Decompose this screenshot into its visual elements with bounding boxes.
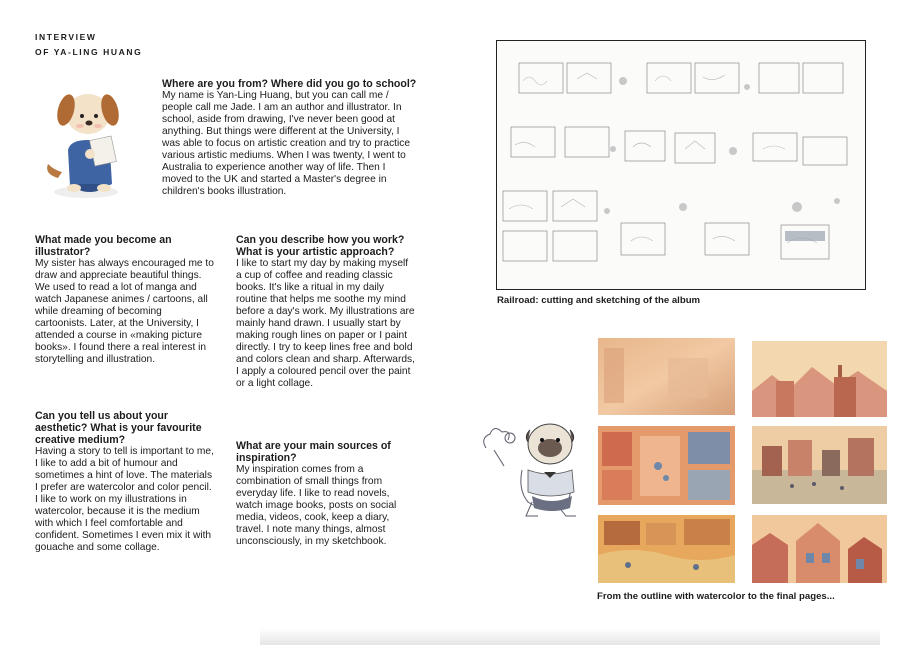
question-aesthetic: Can you tell us about your aesthetic? What is your favourite creative medium? — [35, 410, 202, 446]
answer-inspiration: My inspiration comes from a combination of small things from everyday life. I like to read novels, watch image books, posts on social media, videos, cook, keep a diary, travel. I note many things, almost unconsciously, in my sketchbook. — [236, 464, 397, 547]
watercolor-rough-1 — [598, 338, 735, 415]
kicker-line-2: OF YA-LING HUANG — [35, 47, 143, 57]
dog-illustration — [40, 80, 140, 200]
question-becoming-illustrator: What made you become an illustrator? — [35, 234, 172, 258]
question-inspiration: What are your main sources of inspiration? — [236, 440, 391, 464]
watercolor-rough-3 — [598, 515, 735, 583]
storyboard-sketches — [497, 41, 865, 289]
watercolor-rough-2 — [598, 426, 735, 505]
watercolor-final-2 — [752, 426, 887, 504]
page-bottom-shadow — [260, 628, 880, 645]
pug-illustration — [470, 410, 598, 520]
qa-section-aesthetic — [35, 410, 217, 554]
qa-section-inspiration — [236, 440, 416, 548]
question-origin: Where are you from? Where did you go to school? — [162, 78, 417, 90]
qa-section-origin — [162, 78, 418, 198]
watercolor-final-3 — [752, 515, 887, 583]
answer-becoming-illustrator: My sister has always encouraged me to draw and appreciate beautiful things. We used to read a lot of manga and watch Japanese animes / cartoons, all while dreaming of becoming cartoonists. Later, at the University, I attended a course in «making picture books». I found there a real interest in storytelling and illustration. — [35, 258, 214, 365]
caption-watercolor-pages: From the outline with watercolor to the final pages... — [597, 591, 835, 602]
answer-origin: My name is Yan-Ling Huang, but you can call me / people call me Jade. I am an author and illustrator. In school, aside from drawing, I've never been good at anything. But things were different at the University, I was able to focus on artistic creation and try to practice various artistic mediums. When I was twenty, I went to Australia to experience another way of life. Then I moved to the UK and started a Master's degree in children's books illustration. — [162, 90, 411, 197]
question-work-approach: Can you describe how you work? What is your artistic approach? — [236, 234, 405, 258]
article-kicker — [35, 30, 142, 60]
answer-aesthetic: Having a story to tell is important to me, I like to add a bit of humour and sometimes a hint of love. The materials I prefer are watercolor and color pencil. I like to work on my illustrations in watercolor, because it is the medium with which I feel comfortable and confident. Sometimes I even mix it with gouache and some collage. — [35, 446, 214, 553]
storyboard-sketch-image — [496, 40, 866, 290]
qa-section-becoming-illustrator — [35, 234, 215, 366]
kicker-line-1: INTERVIEW — [35, 32, 97, 42]
qa-section-work-approach — [236, 234, 416, 390]
caption-storyboard: Railroad: cutting and sketching of the album — [497, 295, 701, 306]
watercolor-final-1 — [752, 341, 887, 417]
answer-work-approach: I like to start my day by making myself a cup of coffee and reading classic books. It's like a ritual in my daily routine that helps me soothe my mind before a day's work. My illustrations are mainly hand drawn. I usually start by making rough lines on paper or I paint directly. I try to keep lines free and bold and colors clean and sharp. Afterwards, I apply a coloured pencil over the paint or a light collage. — [236, 258, 415, 389]
